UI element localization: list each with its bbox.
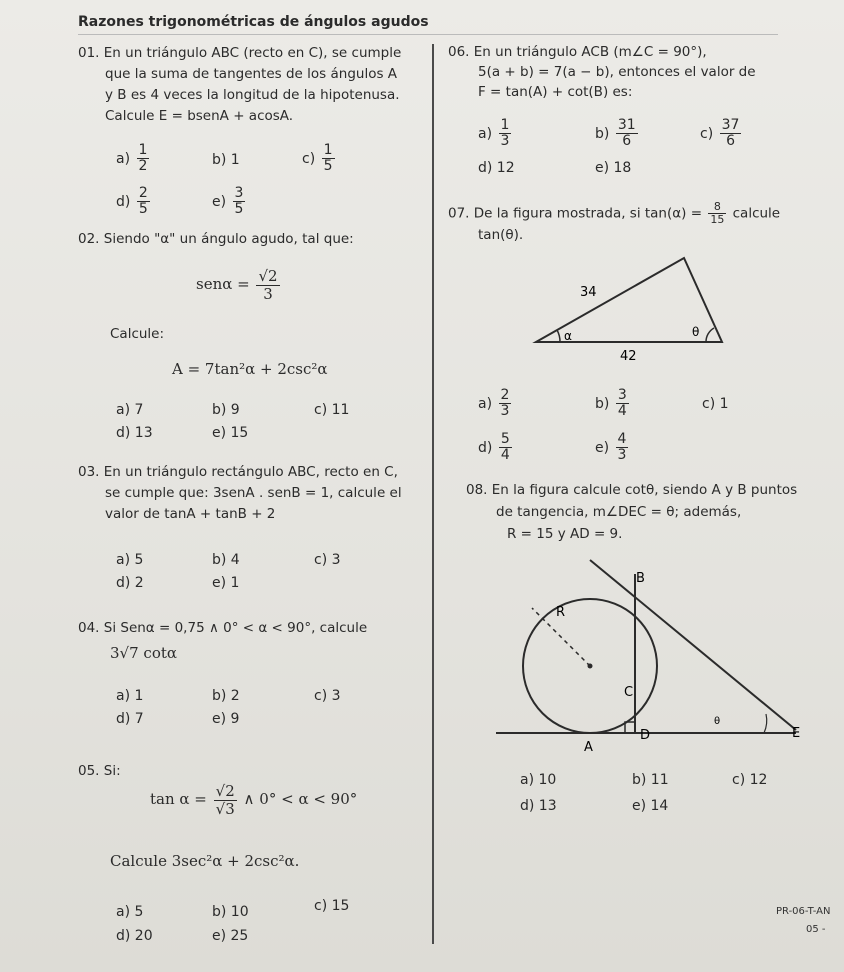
frac-num: 37 [721,117,740,133]
q4-line1: 04. Si Senα = 0,75 ∧ 0° < α < 90°, calcule [78,620,368,636]
frac-num: 5 [500,431,510,447]
label-B: B [636,571,645,586]
q7-line1-text: 07. De la figura mostrada, si tan(α) = [448,205,703,222]
q3-option-c[interactable]: c) 3 [314,552,341,568]
option-label: a) [478,395,493,412]
footer-page: 05 - [806,924,826,935]
frac-num: 8 [708,201,726,214]
option-label: c) [700,125,714,142]
header-rule [78,34,778,35]
frac-num: 1 [138,142,148,158]
q2-option-d[interactable]: d) 13 [116,425,153,441]
q6-option-d[interactable]: d) 12 [478,160,515,176]
frac-den: 6 [622,133,632,150]
q7-triangle-figure [520,248,750,368]
frac-num: 3 [617,387,627,403]
q8-line3: R = 15 y AD = 9. [507,526,623,542]
q8-option-d[interactable]: d) 13 [520,798,557,814]
page-title: Razones trigonométricas de ángulos agudos [78,14,429,30]
frac-den: 5 [138,201,148,218]
frac-num: 2 [138,185,148,201]
q4-option-d[interactable]: d) 7 [116,711,144,727]
frac-num: 1 [323,142,333,158]
q6-option-a[interactable] [478,118,513,150]
q3-option-b[interactable]: b) 4 [212,552,240,568]
footer-code: PR-06-T-AN [776,906,831,917]
q8-line1: 08. En la figura calcule cotθ, siendo A y B puntos [466,482,798,498]
q2-expression: A = 7tan²α + 2csc²α [172,360,328,378]
q6-line3: F = tan(A) + cot(B) es: [478,84,633,100]
frac-den: 3 [500,133,510,150]
q8-line2: de tangencia, m∠DEC = θ; además, [496,504,742,520]
q5-option-a[interactable]: a) 5 [116,904,144,920]
q1-line3: y B es 4 veces la longitud de la hipotenusa. [105,87,400,103]
q6-option-c[interactable] [700,118,743,150]
q4-option-a[interactable]: a) 1 [116,688,144,704]
frac-num: 1 [500,117,510,133]
q1-option-d[interactable] [116,186,152,218]
q8-option-c[interactable]: c) 12 [732,772,768,788]
frac-den: 6 [726,133,735,150]
frac-den: 5 [323,158,333,175]
theta-arc [764,714,767,733]
column-divider [432,44,434,944]
q7-option-c[interactable]: c) 1 [702,396,729,412]
q1-option-c[interactable] [302,143,337,175]
q5-line1: 05. Si: [78,763,121,779]
frac-den: 2 [138,158,148,175]
frac-den: 4 [500,447,510,464]
option-label: a) [478,125,493,142]
q8-option-b[interactable]: b) 11 [632,772,669,788]
q7-option-b[interactable] [595,388,631,420]
q8-circle-figure [490,556,820,756]
q3-option-a[interactable]: a) 5 [116,552,144,568]
q6-option-e[interactable]: e) 18 [595,160,632,176]
q7-line1 [448,201,780,226]
q4-option-e[interactable]: e) 9 [212,711,240,727]
frac-num: 3 [234,185,244,201]
frac-den: 3 [500,403,510,420]
q5-option-b[interactable]: b) 10 [212,904,249,920]
q4-option-b[interactable]: b) 2 [212,688,240,704]
tangent-line-BE [590,560,796,730]
alpha-label: α [564,329,572,343]
right-angle-mark [625,722,635,733]
q8-option-a[interactable]: a) 10 [520,772,557,788]
q5-option-e[interactable]: e) 25 [212,928,249,944]
q2-calc-label: Calcule: [110,326,165,342]
q4-option-c[interactable]: c) 3 [314,688,341,704]
label-E: E [792,726,801,741]
q1-line2: que la suma de tangentes de los ángulos A [105,66,398,82]
frac-num: 31 [617,117,636,133]
frac-den: 5 [234,201,244,218]
q7-option-d[interactable] [478,432,514,464]
label-R: R [556,605,566,620]
alpha-arc [557,330,560,342]
theta-arc [706,328,714,342]
frac-num: 4 [617,431,627,447]
q5-option-d[interactable]: d) 20 [116,928,153,944]
option-label: b) [595,125,610,142]
q2-option-c[interactable]: c) 11 [314,402,350,418]
q3-option-d[interactable]: d) 2 [116,575,144,591]
frac-den: 3 [263,284,273,303]
frac-den: √3 [215,799,235,818]
q1-line1: 01. En un triángulo ABC (recto en C), se cumple [78,45,402,61]
equation-lhs: tan α = [150,790,207,808]
option-label: b) [595,395,610,412]
q2-line1: 02. Siendo "α" un ángulo agudo, tal que: [78,231,354,247]
equation-lhs: senα = [196,275,250,293]
frac-num: √2 [215,782,235,800]
q3-line2: se cumple que: 3senA . senB = 1, calcule el [105,485,402,501]
q1-option-a[interactable] [116,143,151,175]
label-theta: θ [714,716,721,727]
q2-sen-equation [196,268,282,302]
q8-option-e[interactable]: e) 14 [632,798,669,814]
option-label: e) [595,439,610,456]
theta-label: θ [692,325,700,339]
q6-option-b[interactable] [595,118,640,150]
q5-tan-equation [150,783,357,817]
q7-option-a[interactable] [478,388,513,420]
frac-den: 3 [617,447,627,464]
q2-option-e[interactable]: e) 15 [212,425,249,441]
frac-den: 15 [710,213,725,227]
label-A: A [584,740,593,755]
label-D: D [640,728,651,743]
frac-num: √2 [258,267,278,285]
q7-line2: tan(θ). [478,227,524,243]
q6-line1: 06. En un triángulo ACB (m∠C = 90°), [448,44,707,60]
q7-option-e[interactable] [595,432,630,464]
q3-line3: valor de tanA + tanB + 2 [105,506,276,522]
option-label: e) [212,193,227,210]
q3-option-e[interactable]: e) 1 [212,575,240,591]
base-label-42: 42 [620,349,637,364]
q4-line2: 3√7 cotα [110,644,178,662]
option-label: d) [116,193,131,210]
equation-rhs: ∧ 0° < α < 90° [243,790,358,808]
option-label: c) [302,150,316,167]
q6-line2: 5(a + b) = 7(a − b), entonces el valor de [478,64,756,80]
q5-calc: Calcule 3sec²α + 2csc²α. [110,852,300,870]
q1-line4: Calcule E = bsenA + acosA. [105,108,294,124]
q2-option-a[interactable]: a) 7 [116,402,144,418]
q3-line1: 03. En un triángulo rectángulo ABC, recto en C, [78,464,398,480]
q2-option-b[interactable]: b) 9 [212,402,240,418]
q7-line1-end: calcule [732,205,781,222]
frac-den: 4 [617,403,627,420]
frac-num: 2 [500,387,510,403]
label-C: C [624,685,634,700]
side-label-34: 34 [580,285,597,300]
q5-option-c[interactable]: c) 15 [314,898,350,914]
q1-option-b[interactable]: b) 1 [212,152,240,168]
option-label: a) [116,150,131,167]
option-label: d) [478,439,493,456]
q1-option-e[interactable] [212,186,247,218]
center-point [588,664,593,669]
